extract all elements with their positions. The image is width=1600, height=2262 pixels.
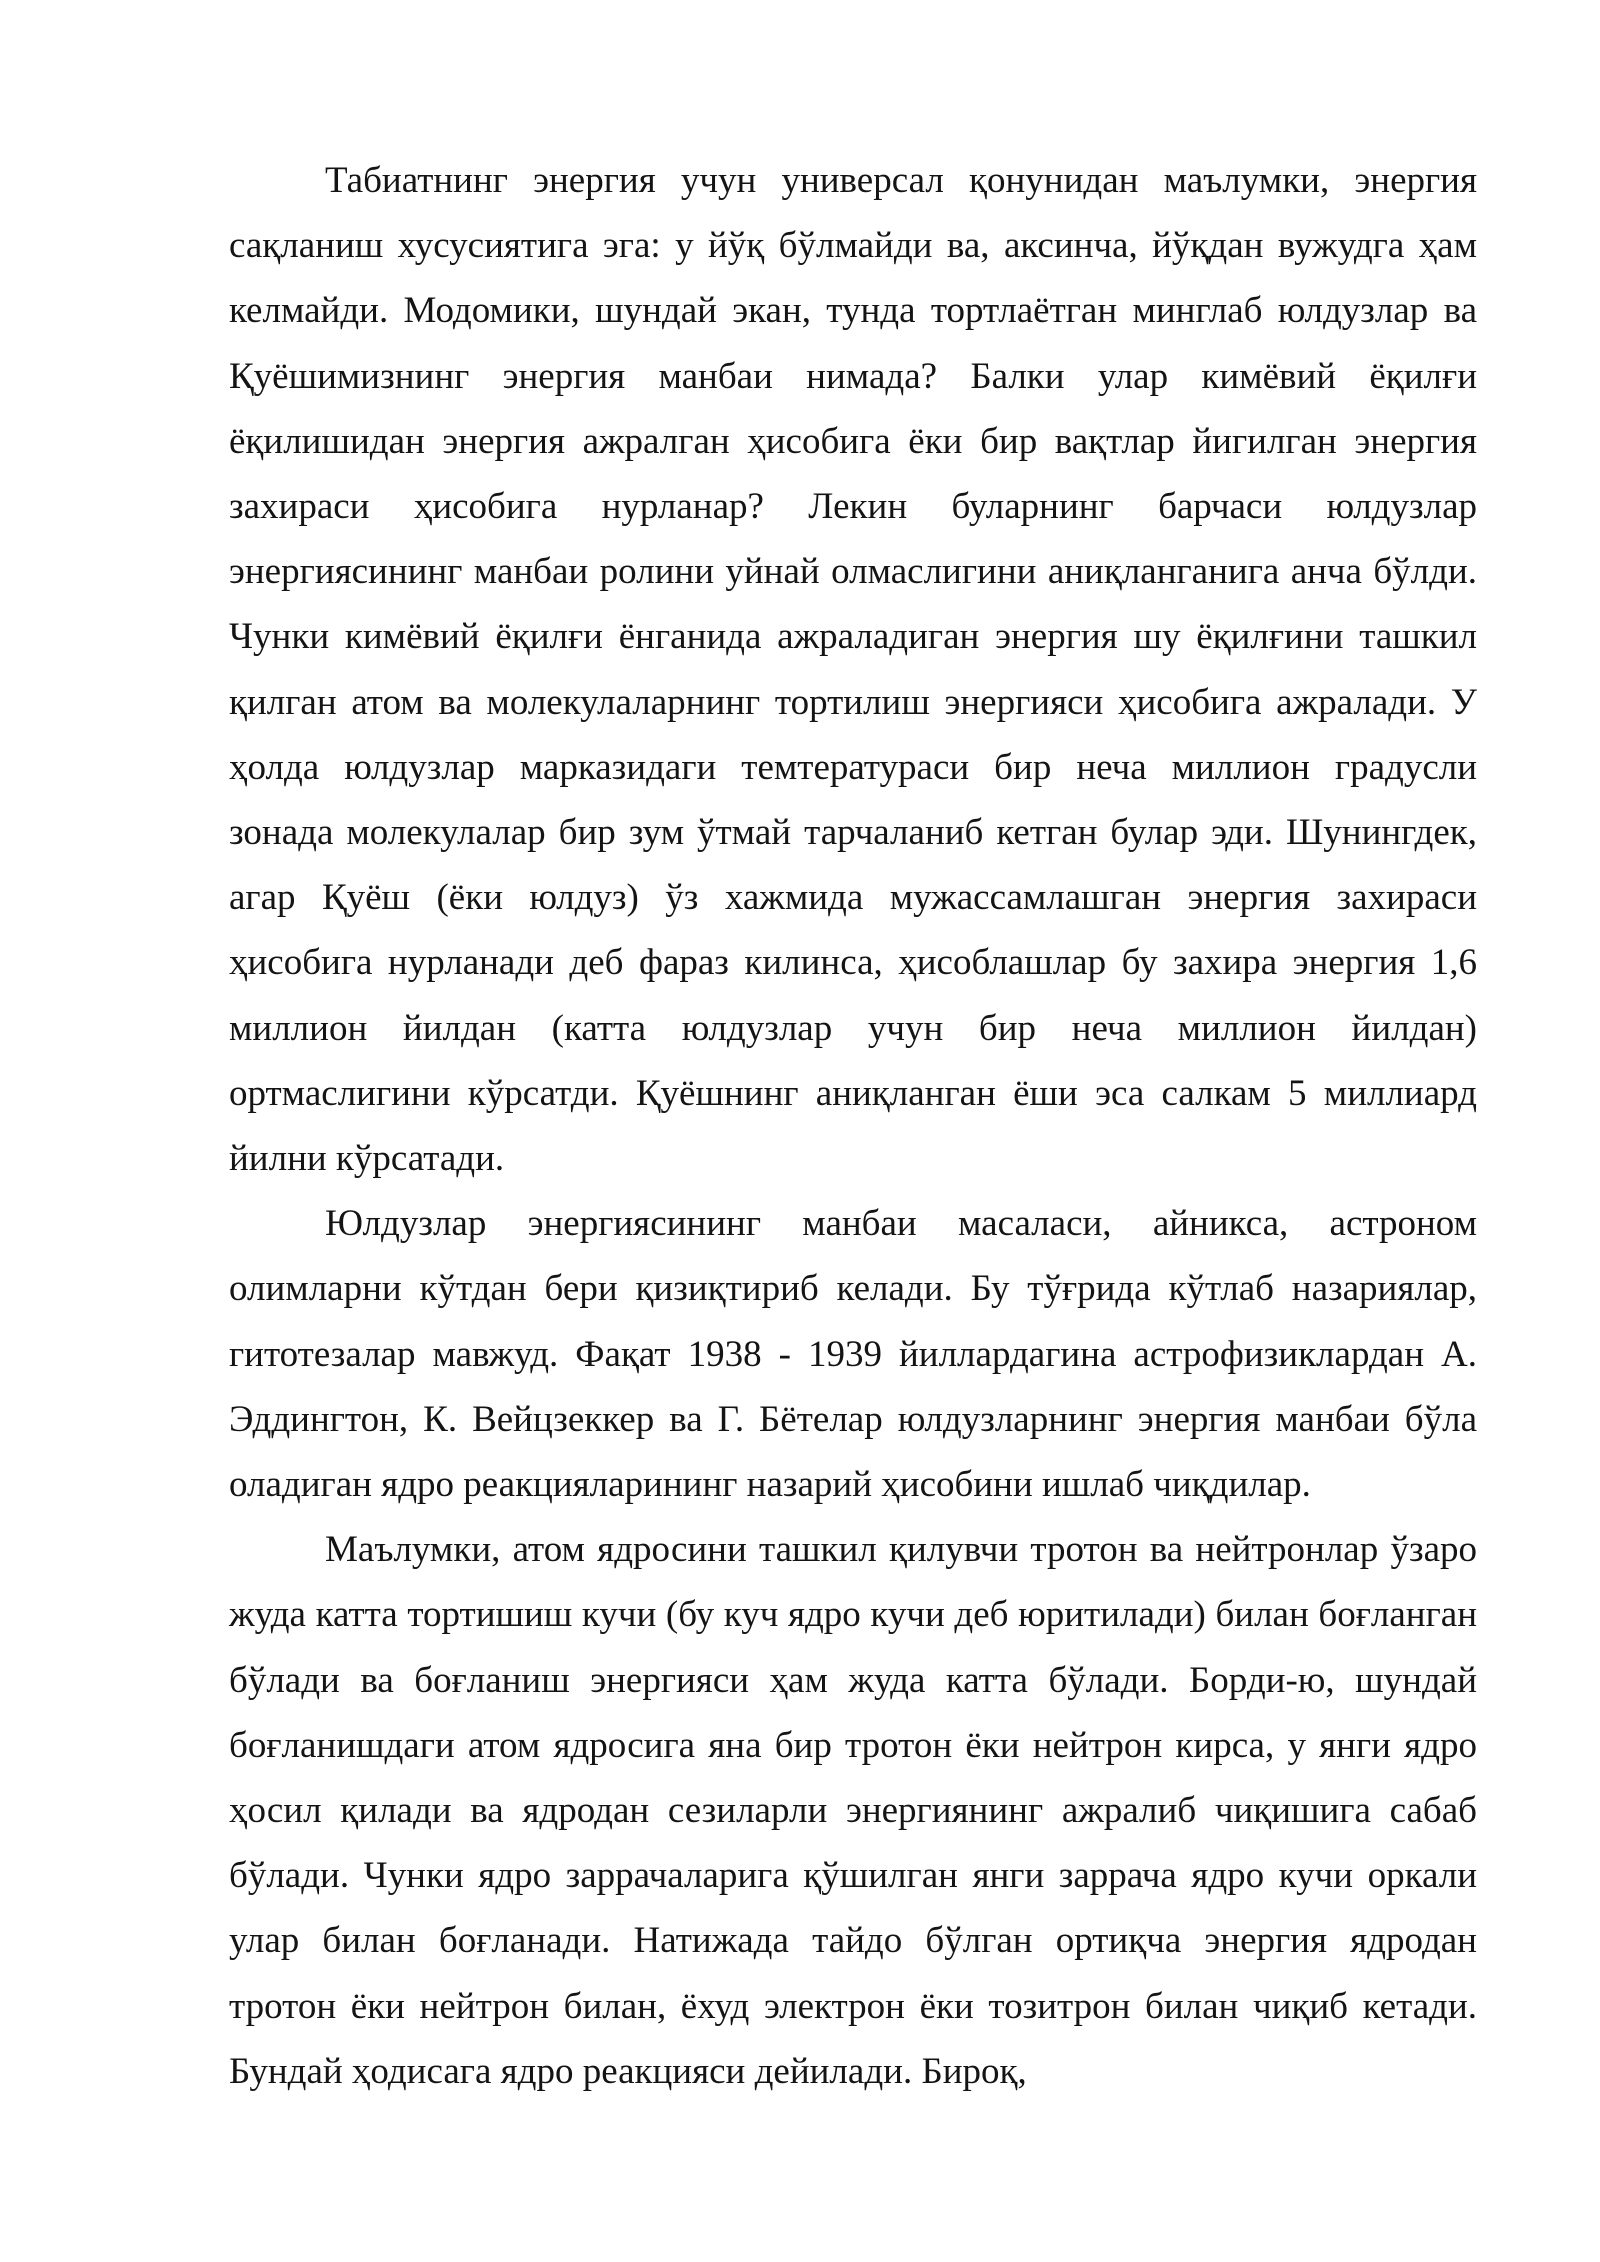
paragraph-nuclear-reaction: Маълумки, атом ядросини ташкил қилувчи тротон ва нейтронлар ўзаро жуда катта тортишиш кучи (бу куч ядро кучи деб юритилади) билан боғланган бўлади ва боғланиш энергияси ҳам жуда катта бўлади. Борди-ю, шундай боғланишдаги атом ядросига яна бир тротон ёки нейтрон кирса, у янги ядро ҳосил қилади ва ядродан сезиларли энергиянинг ажралиб чиқишига сабаб бўлади. Чунки ядро заррачаларига қўшилган янги заррача ядро кучи оркали улар билан боғланади. Натижада тайдо бўлган ортиқча энергия ядродан тротон ёки нейтрон билан, ёхуд электрон ёки тозитрон билан чиқиб кетади. Бундай ҳодисага ядро реакцияси дейилади. Бироқ, xyxy=(229,1529,1477,2092)
paragraph-stellar-energy-source: Юлдузлар энергиясининг манбаи масаласи, айникса, астроном олимларни кўтдан бери қизиқтириб келади. Бу тўғрида кўтлаб назариялар, гитотезалар мавжуд. Фақат 1938 - 1939 йиллардагина астрофизиклардан А. Эддингтон, К. Вейцзеккер ва Г. Бётелар юлдузларнинг энергия манбаи бўла оладиган ядро реакцияларининг назарий ҳисобини ишлаб чиқдилар. xyxy=(229,1203,1477,1506)
paragraph-energy-conservation: Табиатнинг энергия учун универсал қонунидан маълумки, энергия сақланиш хусусиятига эга: у йўқ бўлмайди ва, аксинча, йўқдан вужудга ҳам келмайди. Модомики, шундай экан, тунда тортлаётган минглаб юлдузлар ва Қуёшимизнинг энергия манбаи нимада? Балки улар кимёвий ёқилғи ёқилишидан энергия ажралган ҳисобига ёки бир вақтлар йигилган энергия захираси ҳисобига нурланар? Лекин буларнинг барчаси юлдузлар энергиясининг манбаи ролини уйнай олмаслигини аниқланганига анча бўлди. Чунки кимёвий ёқилғи ёнганида ажраладиган энергия шу ёқилғини ташкил қилган атом ва молекулаларнинг тортилиш энергияси ҳисобига ажралади. У ҳолда юлдузлар марказидаги темтератураси бир неча миллион градусли зонада молекулалар бир зум ўтмай тарчаланиб кетган булар эди. Шунингдек, агар Қуёш (ёки юлдуз) ўз хажмида мужассамлашган энергия захираси ҳисобига нурланади деб фараз килинса, ҳисоблашлар бу захира энергия 1,6 миллион йилдан (катта юлдузлар учун бир неча миллион йилдан) ортмаслигини кўрсатди. Қуёшнинг аниқланган ёши эса салкам 5 миллиард йилни кўрсатади. xyxy=(229,160,1477,1180)
